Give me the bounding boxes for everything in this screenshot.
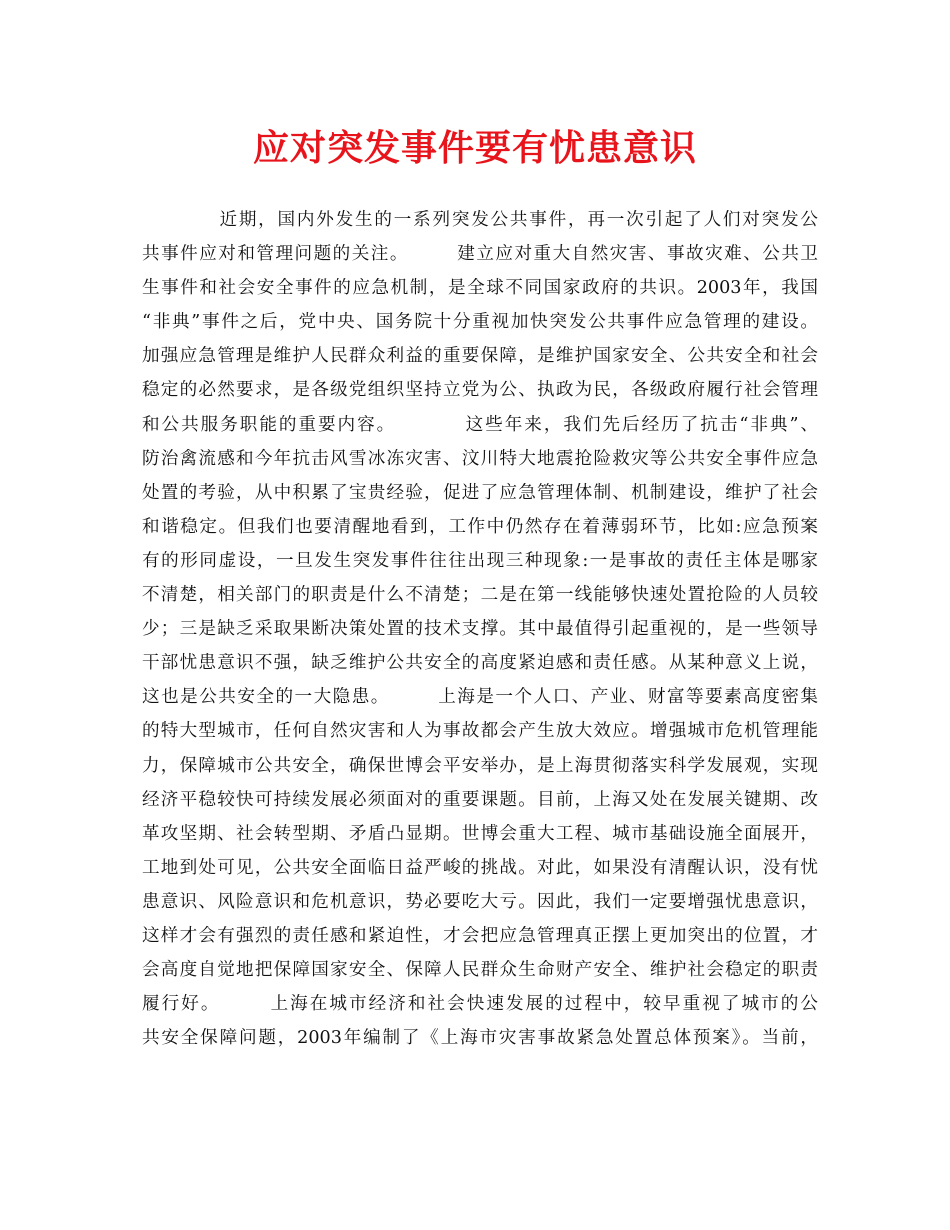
body-line: 防治禽流感和今年抗击风雪冰冻灾害、汶川特大地震抢险救灾等公共安全事件应急: [142, 448, 818, 469]
body-line: 共事件应对和管理问题的关注。 建立应对重大自然灾害、事故灾难、公共卫: [142, 244, 818, 265]
body-line: 生事件和社会安全事件的应急机制，是全球不同国家政府的共识。2003年，我国: [142, 278, 818, 299]
body-line: 共安全保障问题，2003年编制了《上海市灾害事故紧急处置总体预案》。当前，: [142, 1028, 818, 1049]
body-line: 和公共服务职能的重要内容。 这些年来，我们先后经历了抗击“非典”、: [142, 414, 818, 435]
body-line: 会高度自觉地把保障国家安全、保障人民群众生命财产安全、维护社会稳定的职责: [142, 960, 818, 981]
body-line: 这也是公共安全的一大隐患。 上海是一个人口、产业、财富等要素高度密集: [142, 687, 818, 708]
body-line: 稳定的必然要求，是各级党组织坚持立党为公、执政为民，各级政府履行社会管理: [142, 380, 818, 401]
body-line: 加强应急管理是维护人民群众利益的重要保障，是维护国家安全、公共安全和社会: [142, 346, 818, 367]
body-line: 力，保障城市公共安全，确保世博会平安举办，是上海贯彻落实科学发展观，实现: [142, 755, 818, 776]
body-line: 近期，国内外发生的一系列突发公共事件，再一次引起了人们对突发公: [142, 210, 818, 230]
page-title: 应对突发事件要有忧患意识: [252, 127, 697, 169]
body-line: 这样才会有强烈的责任感和紧迫性，才会把应急管理真正摆上更加突出的位置，才: [142, 925, 818, 946]
body-line: “非典”事件之后，党中央、国务院十分重视加快突发公共事件应急管理的建设。: [142, 312, 818, 333]
body-line: 履行好。 上海在城市经济和社会快速发展的过程中，较早重视了城市的公: [142, 994, 818, 1015]
body-line: 工地到处可见，公共安全面临日益严峻的挑战。对此，如果没有清醒认识，没有忧: [142, 857, 818, 878]
body-line: 革攻坚期、社会转型期、矛盾凸显期。世博会重大工程、城市基础设施全面展开，: [142, 823, 818, 844]
body-line: 经济平稳较快可持续发展必须面对的重要课题。目前，上海又处在发展关键期、改: [142, 789, 818, 810]
body-line: 的特大型城市，任何自然灾害和人为事故都会产生放大效应。增强城市危机管理能: [142, 721, 818, 742]
body-line: 不清楚，相关部门的职责是什么不清楚；二是在第一线能够快速处置抢险的人员较: [142, 585, 818, 606]
body-line: 有的形同虚设，一旦发生突发事件往往出现三种现象:一是事故的责任主体是哪家: [142, 550, 818, 571]
body-line: 处置的考验，从中积累了宝贵经验，促进了应急管理体制、机制建设，维护了社会: [142, 482, 818, 503]
body-line: 少；三是缺乏采取果断决策处置的技术支撑。其中最值得引起重视的，是一些领导: [142, 619, 818, 640]
body-line: 干部忧患意识不强，缺乏维护公共安全的高度紧迫感和责任感。从某种意义上说，: [142, 653, 818, 674]
body-line: 和谐稳定。但我们也要清醒地看到，工作中仍然存在着薄弱环节，比如:应急预案: [142, 516, 818, 537]
body-line: 患意识、风险意识和危机意识，势必要吃大亏。因此，我们一定要增强忧患意识，: [142, 891, 818, 912]
article-body: [142, 203, 818, 1055]
